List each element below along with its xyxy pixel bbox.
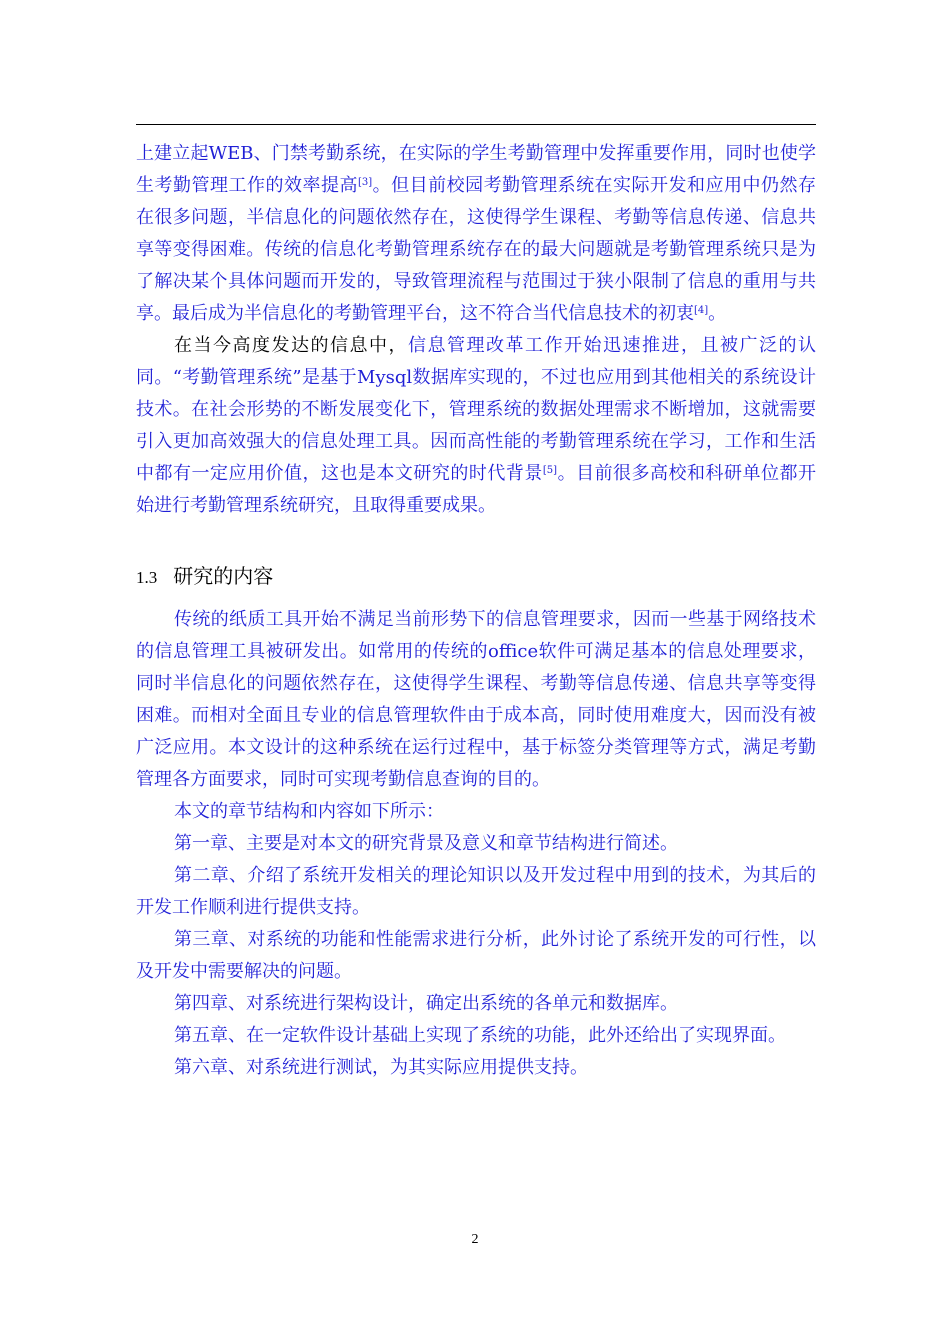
chapter-2-summary: 第二章、介绍了系统开发相关的理论知识以及开发过程中用到的技术，为其后的开发工作顺利进行提供支持。 <box>136 865 816 918</box>
citation-3: [3] <box>357 177 373 188</box>
para2-text-1: 在当今高度发达的信息中， <box>174 335 408 356</box>
para1-text-2: 。但目前校园考勤管理系统在实际开发和应用中仍然存在很多问题，半信息化的问题依然存在，这使得学生课程、考勤等信息传递、信息共享等变得困难。传统的信息化考勤管理系统存在的最大问题就是考勤管理系统只是为了解决某个具体问题而开发的，导致管理流程与范围过于狭小限制了信息的重用与共享。最后成为半信息化的考勤管理平台，这不符合当代信息技术的初衷 <box>136 175 817 324</box>
para1-text-3: 。 <box>708 303 727 324</box>
chapter-3-summary: 第三章、对系统的功能和性能需求进行分析，此外讨论了系统开发的可行性，以及开发中需要解决的问题。 <box>136 929 816 982</box>
chapter-6-summary: 第六章、对系统进行测试，为其实际应用提供支持。 <box>174 1057 588 1078</box>
para2-text-3: 。目前很多高校和科研单位都开始进行考勤管理系统研究，且取得重要成果。 <box>136 463 817 516</box>
page-number: 2 <box>471 1232 479 1247</box>
section-heading <box>136 560 816 594</box>
section-title: 研究的内容 <box>173 564 274 588</box>
chapter-intro: 本文的章节结构和内容如下所示： <box>174 801 444 822</box>
header-rule <box>136 124 816 125</box>
para3-text: 传统的纸质工具开始不满足当前形势下的信息管理要求，因而一些基于网络技术的信息管理工具被研发出。如常用的传统的office软件可满足基本的信息处理要求，同时半信息化的问题依然存在，这使得学生课程、考勤等信息传递、信息共享等变得困难。而相对全面且专业的信息管理软件由于成本高，同时使用难度大，因而没有被广泛应用。本文设计的这种系统在运行过程中，基于标签分类管理等方式，满足考勤管理各方面要求，同时可实现考勤信息查询的目的。 <box>136 609 816 790</box>
para2-text-2: 信息管理改革工作开始迅速推进，且被广泛的认同。“考勤管理系统”是基于Mysql数据库实现的，不过也应用到其他相关的系统设计技术。在社会形势的不断发展变化下，管理系统的数据处理需求不断增加，这就需要引入更加高效强大的信息处理工具。因而高性能的考勤管理系统在学习，工作和生活中都有一定应用价值，这也是本文研究的时代背景 <box>136 335 816 484</box>
section-number: 1.3 <box>136 568 158 587</box>
chapter-1-summary: 第一章、主要是对本文的研究背景及意义和章节结构进行简述。 <box>174 833 678 854</box>
document-body <box>136 138 816 1084</box>
para1-text-1: 上建立起WEB、门禁考勤系统，在实际的学生考勤管理中发挥重要作用，同时也使学生考勤管理工作的效率提高 <box>136 143 816 196</box>
paragraph-research-content <box>136 604 816 796</box>
citation-4: [4] <box>694 305 709 316</box>
citation-5: [5] <box>542 465 558 476</box>
chapter-4-summary: 第四章、对系统进行架构设计，确定出系统的各单元和数据库。 <box>174 993 678 1014</box>
paragraph-background <box>136 138 816 330</box>
paragraph-context <box>136 330 816 522</box>
chapter-5-summary: 第五章、在一定软件设计基础上实现了系统的功能，此外还给出了实现界面。 <box>174 1025 786 1046</box>
